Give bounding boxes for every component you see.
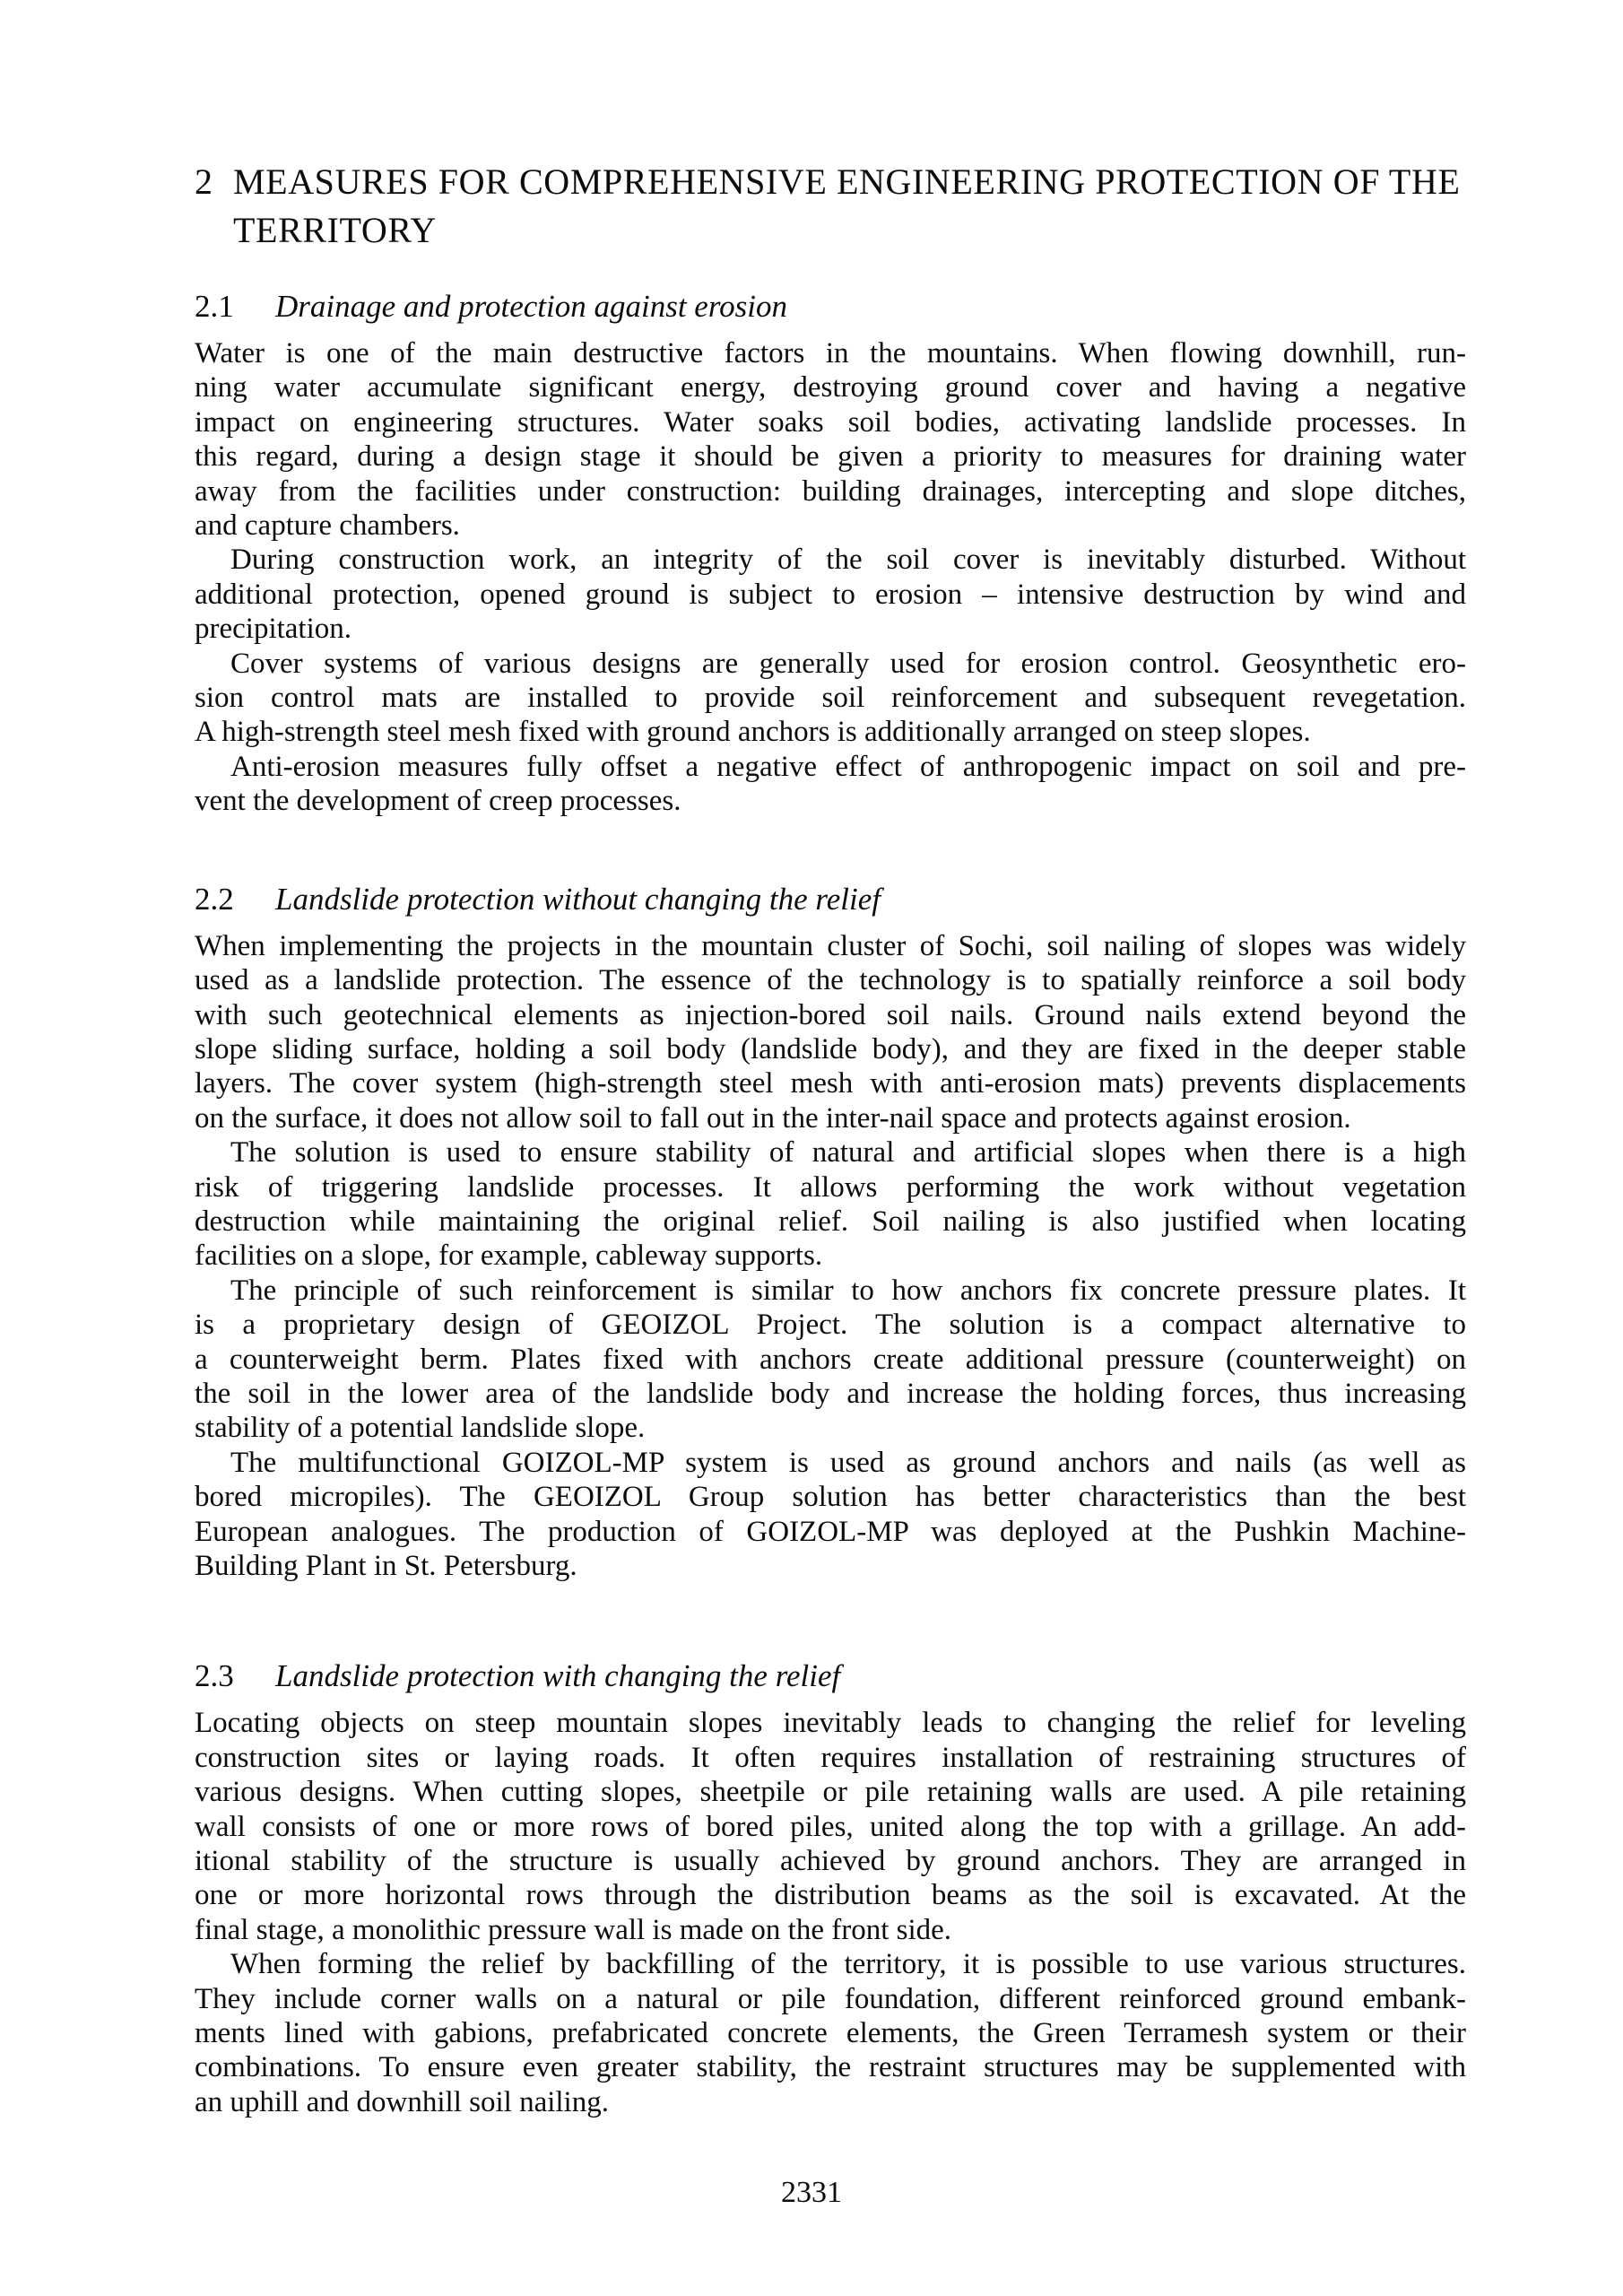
sections bbox=[195, 285, 1466, 2119]
text-line: European analogues. The production of GOIZOL-MP was deployed at the Pushkin Machine- bbox=[195, 1515, 1466, 1548]
text-line: is a proprietary design of GEOIZOL Project. The solution is a compact alternative to bbox=[195, 1309, 1466, 1342]
paragraph bbox=[195, 1135, 1466, 1274]
text-line: The solution is used to ensure stability of natural and artificial slopes when there is a high bbox=[230, 1136, 1466, 1170]
text-line: The principle of such reinforcement is similar to how anchors fix concrete pressure plates. It bbox=[230, 1274, 1466, 1307]
text-line: risk of triggering landslide processes. It allows performing the work without vegetation bbox=[195, 1170, 1466, 1204]
text-line: Building Plant in St. Petersburg. bbox=[195, 1550, 577, 1582]
text-line: with such geotechnical elements as injection-bored soil nails. Ground nails extend beyond the bbox=[195, 998, 1466, 1031]
subsection-heading bbox=[195, 878, 1466, 921]
subsection bbox=[195, 285, 1466, 819]
subsection-number: 2.3 bbox=[195, 1658, 234, 1694]
text-line: destruction while maintaining the original relief. Soil nailing is also justified when locating bbox=[195, 1205, 1466, 1238]
text-line: stability of a potential landslide slope. bbox=[195, 1412, 646, 1445]
paragraph bbox=[195, 750, 1466, 819]
paragraph bbox=[195, 1706, 1466, 1947]
text-line: used as a landslide protection. The essence of the technology is to spatially reinforce a soil body bbox=[195, 964, 1466, 997]
text-line: A high-strength steel mesh fixed with ground anchors is additionally arranged on steep slopes. bbox=[195, 716, 1311, 749]
section-title bbox=[233, 158, 1466, 255]
text-line: Anti-erosion measures fully offset a negative effect of anthropogenic impact on soil and pre- bbox=[230, 750, 1466, 783]
subsection-number: 2.2 bbox=[195, 881, 234, 917]
paragraph bbox=[195, 1274, 1466, 1446]
subsection-body bbox=[195, 1706, 1466, 2119]
text-line: various designs. When cutting slopes, sheetpile or pile retaining walls are used. A pile retaining bbox=[195, 1776, 1466, 1809]
page-number: 2331 bbox=[781, 2176, 842, 2209]
text-line: wall consists of one or more rows of bored piles, united along the top with a grillage. An add- bbox=[195, 1810, 1466, 1843]
subsection-title: Landslide protection with changing the relief bbox=[275, 1658, 841, 1694]
text-line: facilities on a slope, for example, cableway supports. bbox=[195, 1239, 823, 1273]
text-line: a counterweight berm. Plates fixed with anchors create additional pressure (counterweight) on bbox=[195, 1343, 1466, 1376]
text-line: precipitation. bbox=[195, 613, 352, 646]
text-line: this regard, during a design stage it should be given a priority to measures for draining water bbox=[195, 440, 1466, 474]
section-number: 2 bbox=[195, 161, 213, 202]
subsection-body bbox=[195, 929, 1466, 1584]
text-line: vent the development of creep processes. bbox=[195, 785, 681, 818]
text-line: itional stability of the structure is usually achieved by ground anchors. They are arranged in bbox=[195, 1845, 1466, 1878]
subsection-heading bbox=[195, 1655, 1466, 1698]
text-line: on the surface, it does not allow soil to fall out in the inter-nail space and protects against erosion. bbox=[195, 1101, 1351, 1135]
subsection-title: Landslide protection without changing the relief bbox=[275, 881, 881, 917]
subsection-heading bbox=[195, 285, 1466, 328]
text-line: During construction work, an integrity of the soil cover is inevitably disturbed. Without bbox=[230, 544, 1466, 577]
content bbox=[195, 0, 1466, 2119]
subsection-body bbox=[195, 336, 1466, 819]
text-line: slope sliding surface, holding a soil body (landslide body), and they are fixed in the deeper stable bbox=[195, 1032, 1466, 1065]
text-line: bored micropiles). The GEOIZOL Group solution has better characteristics than the best bbox=[195, 1481, 1466, 1514]
text-line: When forming the relief by backfilling of the territory, it is possible to use various structures. bbox=[230, 1948, 1466, 1981]
text-line: The multifunctional GOIZOL-MP system is used as ground anchors and nails (as well as bbox=[230, 1446, 1466, 1479]
paragraph bbox=[195, 1446, 1466, 1584]
text-line: an uphill and downhill soil nailing. bbox=[195, 2085, 609, 2118]
text-line: and capture chambers. bbox=[195, 509, 460, 543]
text-line: Water is one of the main destructive factors in the mountains. When flowing downhill, run- bbox=[195, 337, 1466, 370]
section-heading bbox=[195, 158, 1466, 255]
subsection bbox=[195, 1655, 1466, 2119]
subsection bbox=[195, 878, 1466, 1584]
text-line: the soil in the lower area of the landslide body and increase the holding forces, thus increasing bbox=[195, 1377, 1466, 1410]
subsection-title: Drainage and protection against erosion bbox=[275, 289, 787, 324]
text-line: ments lined with gabions, prefabricated concrete elements, the Green Terramesh system or their bbox=[195, 2017, 1466, 2050]
section-title-line-1: MEASURES FOR COMPREHENSIVE ENGINEERING PROTECTION OF THE bbox=[233, 161, 1461, 202]
text-line: When implementing the projects in the mountain cluster of Sochi, soil nailing of slopes was widely bbox=[195, 929, 1466, 962]
text-line: ning water accumulate significant energy, destroying ground cover and having a negative bbox=[195, 371, 1466, 404]
text-line: additional protection, opened ground is subject to erosion – intensive destruction by wind and bbox=[195, 578, 1466, 611]
paragraph bbox=[195, 929, 1466, 1135]
text-line: combinations. To ensure even greater stability, the restraint structures may be supplemented with bbox=[195, 2051, 1466, 2084]
text-line: construction sites or laying roads. It often requires installation of restraining structures of bbox=[195, 1741, 1466, 1774]
text-line: final stage, a monolithic pressure wall is made on the front side. bbox=[195, 1913, 952, 1946]
subsection-number: 2.1 bbox=[195, 289, 234, 324]
paragraph bbox=[195, 336, 1466, 543]
text-line: layers. The cover system (high-strength steel mesh with anti-erosion mats) prevents displacements bbox=[195, 1067, 1466, 1100]
paragraph bbox=[195, 1947, 1466, 2119]
text-line: sion control mats are installed to provide soil reinforcement and subsequent revegetation. bbox=[195, 682, 1466, 715]
text-line: one or more horizontal rows through the distribution beams as the soil is excavated. At the bbox=[195, 1879, 1466, 1912]
text-line: Locating objects on steep mountain slopes inevitably leads to changing the relief for leveling bbox=[195, 1707, 1466, 1740]
text-line: Cover systems of various designs are generally used for erosion control. Geosynthetic ero- bbox=[230, 647, 1466, 680]
paragraph bbox=[195, 543, 1466, 646]
text-line: They include corner walls on a natural or pile foundation, different reinforced ground embank- bbox=[195, 1982, 1466, 2015]
text-line: away from the facilities under construction: building drainages, intercepting and slope ditches, bbox=[195, 474, 1466, 508]
paragraph bbox=[195, 647, 1466, 750]
text-line: impact on engineering structures. Water soaks soil bodies, activating landslide processes. In bbox=[195, 405, 1466, 439]
section-title-line-2: TERRITORY bbox=[233, 210, 437, 250]
